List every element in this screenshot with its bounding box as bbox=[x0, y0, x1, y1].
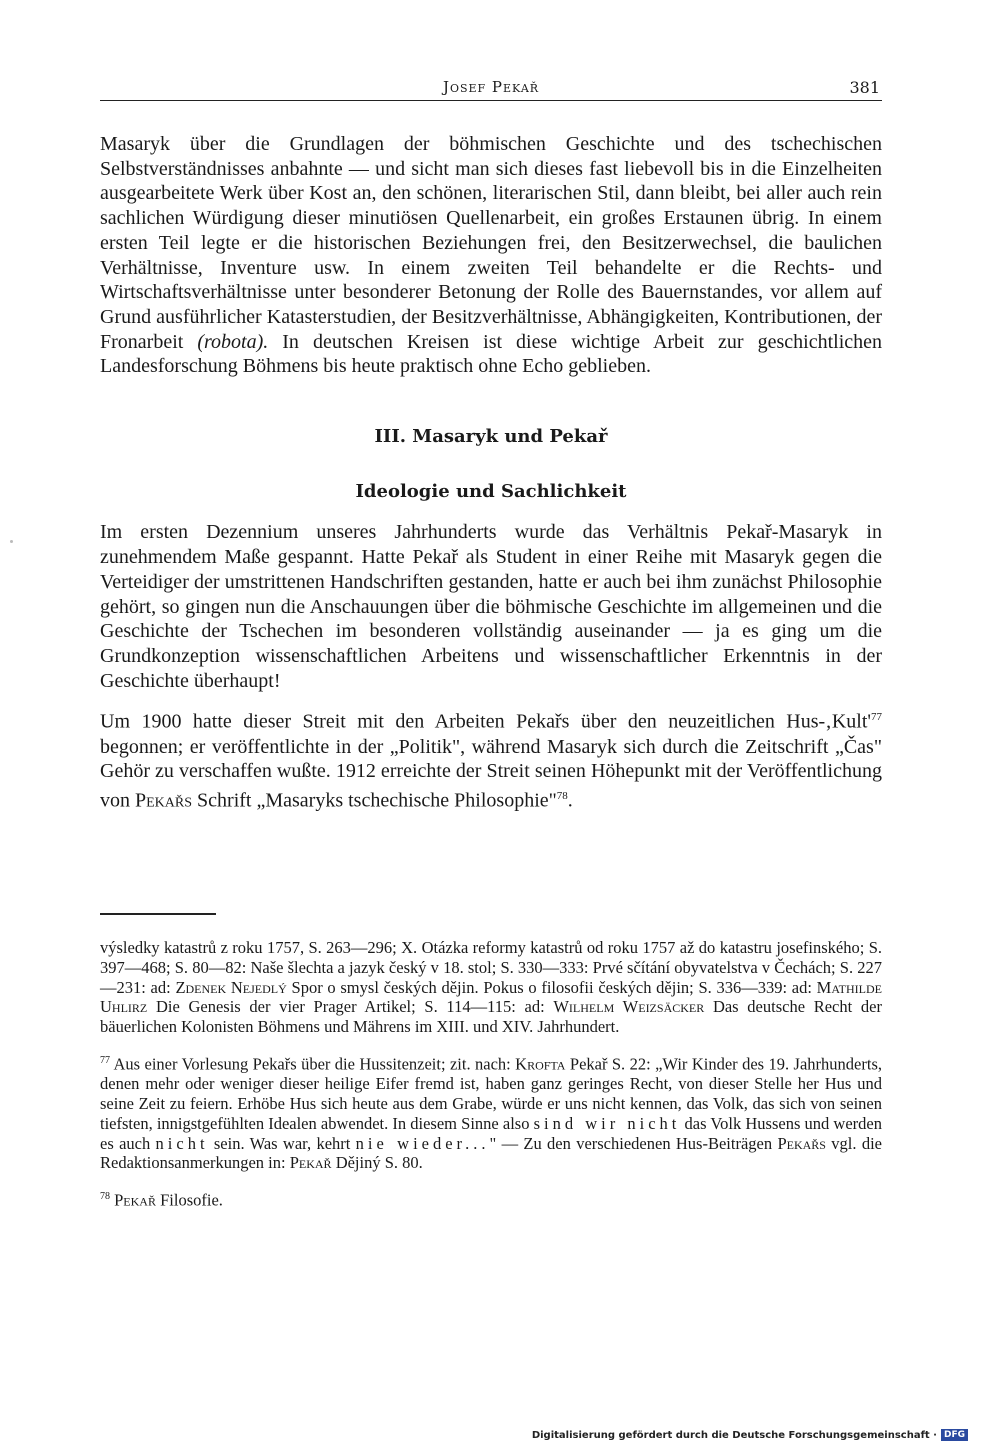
watermark-text: Digitalisierung gefördert durch die Deutsche Forschungsgemeinschaft · bbox=[531, 1429, 937, 1441]
footnote-ref-78[interactable]: 78 bbox=[556, 790, 568, 803]
running-header-title: Josef Pekař bbox=[442, 78, 540, 96]
dfg-logo: DFG bbox=[941, 1429, 968, 1441]
page-number: 381 bbox=[849, 78, 880, 97]
footnotes bbox=[100, 938, 882, 1211]
footnote-divider bbox=[100, 913, 216, 915]
footnote-ref-77[interactable]: 77 bbox=[871, 711, 882, 724]
running-header bbox=[100, 76, 882, 101]
footnote-77: $^{77}$ Aus einer Vorlesung Pekařs über die Hussitenzeit; zit. nach: Krofta Pekař S. 22: „Wir Kinder des 19. Jahrhunderts, denen mehr oder weniger dieser heilige Eifer fremd ist, haben ganz geringes Recht, von dieser Stelle her Hus und seine Zeit zu feiern. Erhöbe Hus sich heute aus dem Grabe, würde er uns nicht kennen, das Volk, das sich von seinen tiefsten, innigstgefühlten Idealen abwendet. In diesem Sinne also sind wir nicht das Volk Hussens und werden es auch nicht sein. Was war, kehrt nie wieder..." — Zu den verschiedenen Hus-Beiträgen Pekařs vgl. die Redaktionsanmerkungen in: Pekař Dějiný S. 80. bbox=[100, 1054, 882, 1173]
section-heading: III. Masaryk und Pekař bbox=[374, 426, 608, 448]
footnote-continuation: výsledky katastrů z roku 1757, S. 263—296; X. Otázka reformy katastrů od roku 1757 až do katastru josefinského; S. 397—468; S. 80—82: Naše šlechta a jazyk český v 18. stol; S. 330—333: Prvé sčítání obyvatelstva v Čechách; S. 227—231: ad: Zdenek Nejedlý Spor o smysl českých dějin. Pokus o filosofii českých dějin; S. 336—339: ad: Mathilde Uhlirz Die Genesis der vier Prager Artikel; S. 114—115: ad: Wilhelm Weizsäcker Das deutsche Recht der bäuerlichen Kolonisten Böhmens und Mährens im XIII. und XIV. Jahrhundert. bbox=[100, 938, 882, 1037]
paragraph-3: Um 1900 hatte dieser Streit mit den Arbeiten Pekařs über den neuzeitlichen Hus-$‚Kult'^{77}$ begonnen; er veröffentlichte in der „Politik", während Masaryk sich durch die Zeitschrift „Čas" Gehör zu verschaffen wußte. 1912 erreichte der Streit seinen Höhepunkt mit der Veröffentlichung von Pekařs Schrift „Masaryks tschechische Philosophie"$^{78}$. bbox=[100, 711, 882, 812]
scan-artifact bbox=[10, 540, 13, 543]
subsection-heading: Ideologie und Sachlichkeit bbox=[355, 480, 627, 502]
italic-term: (robota). bbox=[197, 330, 269, 353]
digitization-watermark bbox=[532, 1429, 968, 1441]
paragraph-1: Masaryk über die Grundlagen der böhmischen Geschichte und des tschechischen Selbstverständnisses anbahnte — und sicht man sich dieses fast liebevoll bis in die Einzelheiten ausgearbeitete Werk über Kost an, den schönen, literarischen Stil, dann bleibt, bei aller auch rein sachlichen Würdigung dieser minutiösen Quellenarbeit, ein großes Erstaunen übrig. In einem ersten Teil legte er die historischen Beziehungen frei, den Besitzerwechsel, die baulichen Verhältnisse, Inventure usw. In einem zweiten Teil behandelte er die Rechts- und Wirtschaftsverhältnisse unter besonderer Betonung der Rolle des Bauernstandes, vor allem auf Grund ausführlicher Katasterstudien, der Besitzverhältnisse, Abhängigkeiten, Kontributionen, der Fronarbeit (robota). In deutschen Kreisen ist diese wichtige Arbeit zur geschichtlichen Landesforschung Böhmens bis heute praktisch ohne Echo geblieben. bbox=[100, 133, 882, 378]
paragraph-2: Im ersten Dezennium unseres Jahrhunderts wurde das Verhältnis Pekař-Masaryk in zunehmendem Maße gespannt. Hatte Pekař als Student in einer Reihe mit Masaryk gegen die Verteidiger der umstrittenen Handschriften gestanden, hatte er auch bei ihm zunächst Philosophie gehört, so gingen nun die Anschauungen über die böhmische Geschichte im allgemeinen und die Geschichte der Tschechen im besonderen vollständig auseinander — ja es ging um die Grundkonzeption wissenschaftlichen Arbeitens und wissenschaftlicher Erkenntnis in der Geschichte überhaupt! bbox=[100, 521, 882, 692]
footnote-78: $^{78}$ Pekař Filosofie. bbox=[100, 1190, 223, 1210]
main-text bbox=[100, 132, 882, 813]
